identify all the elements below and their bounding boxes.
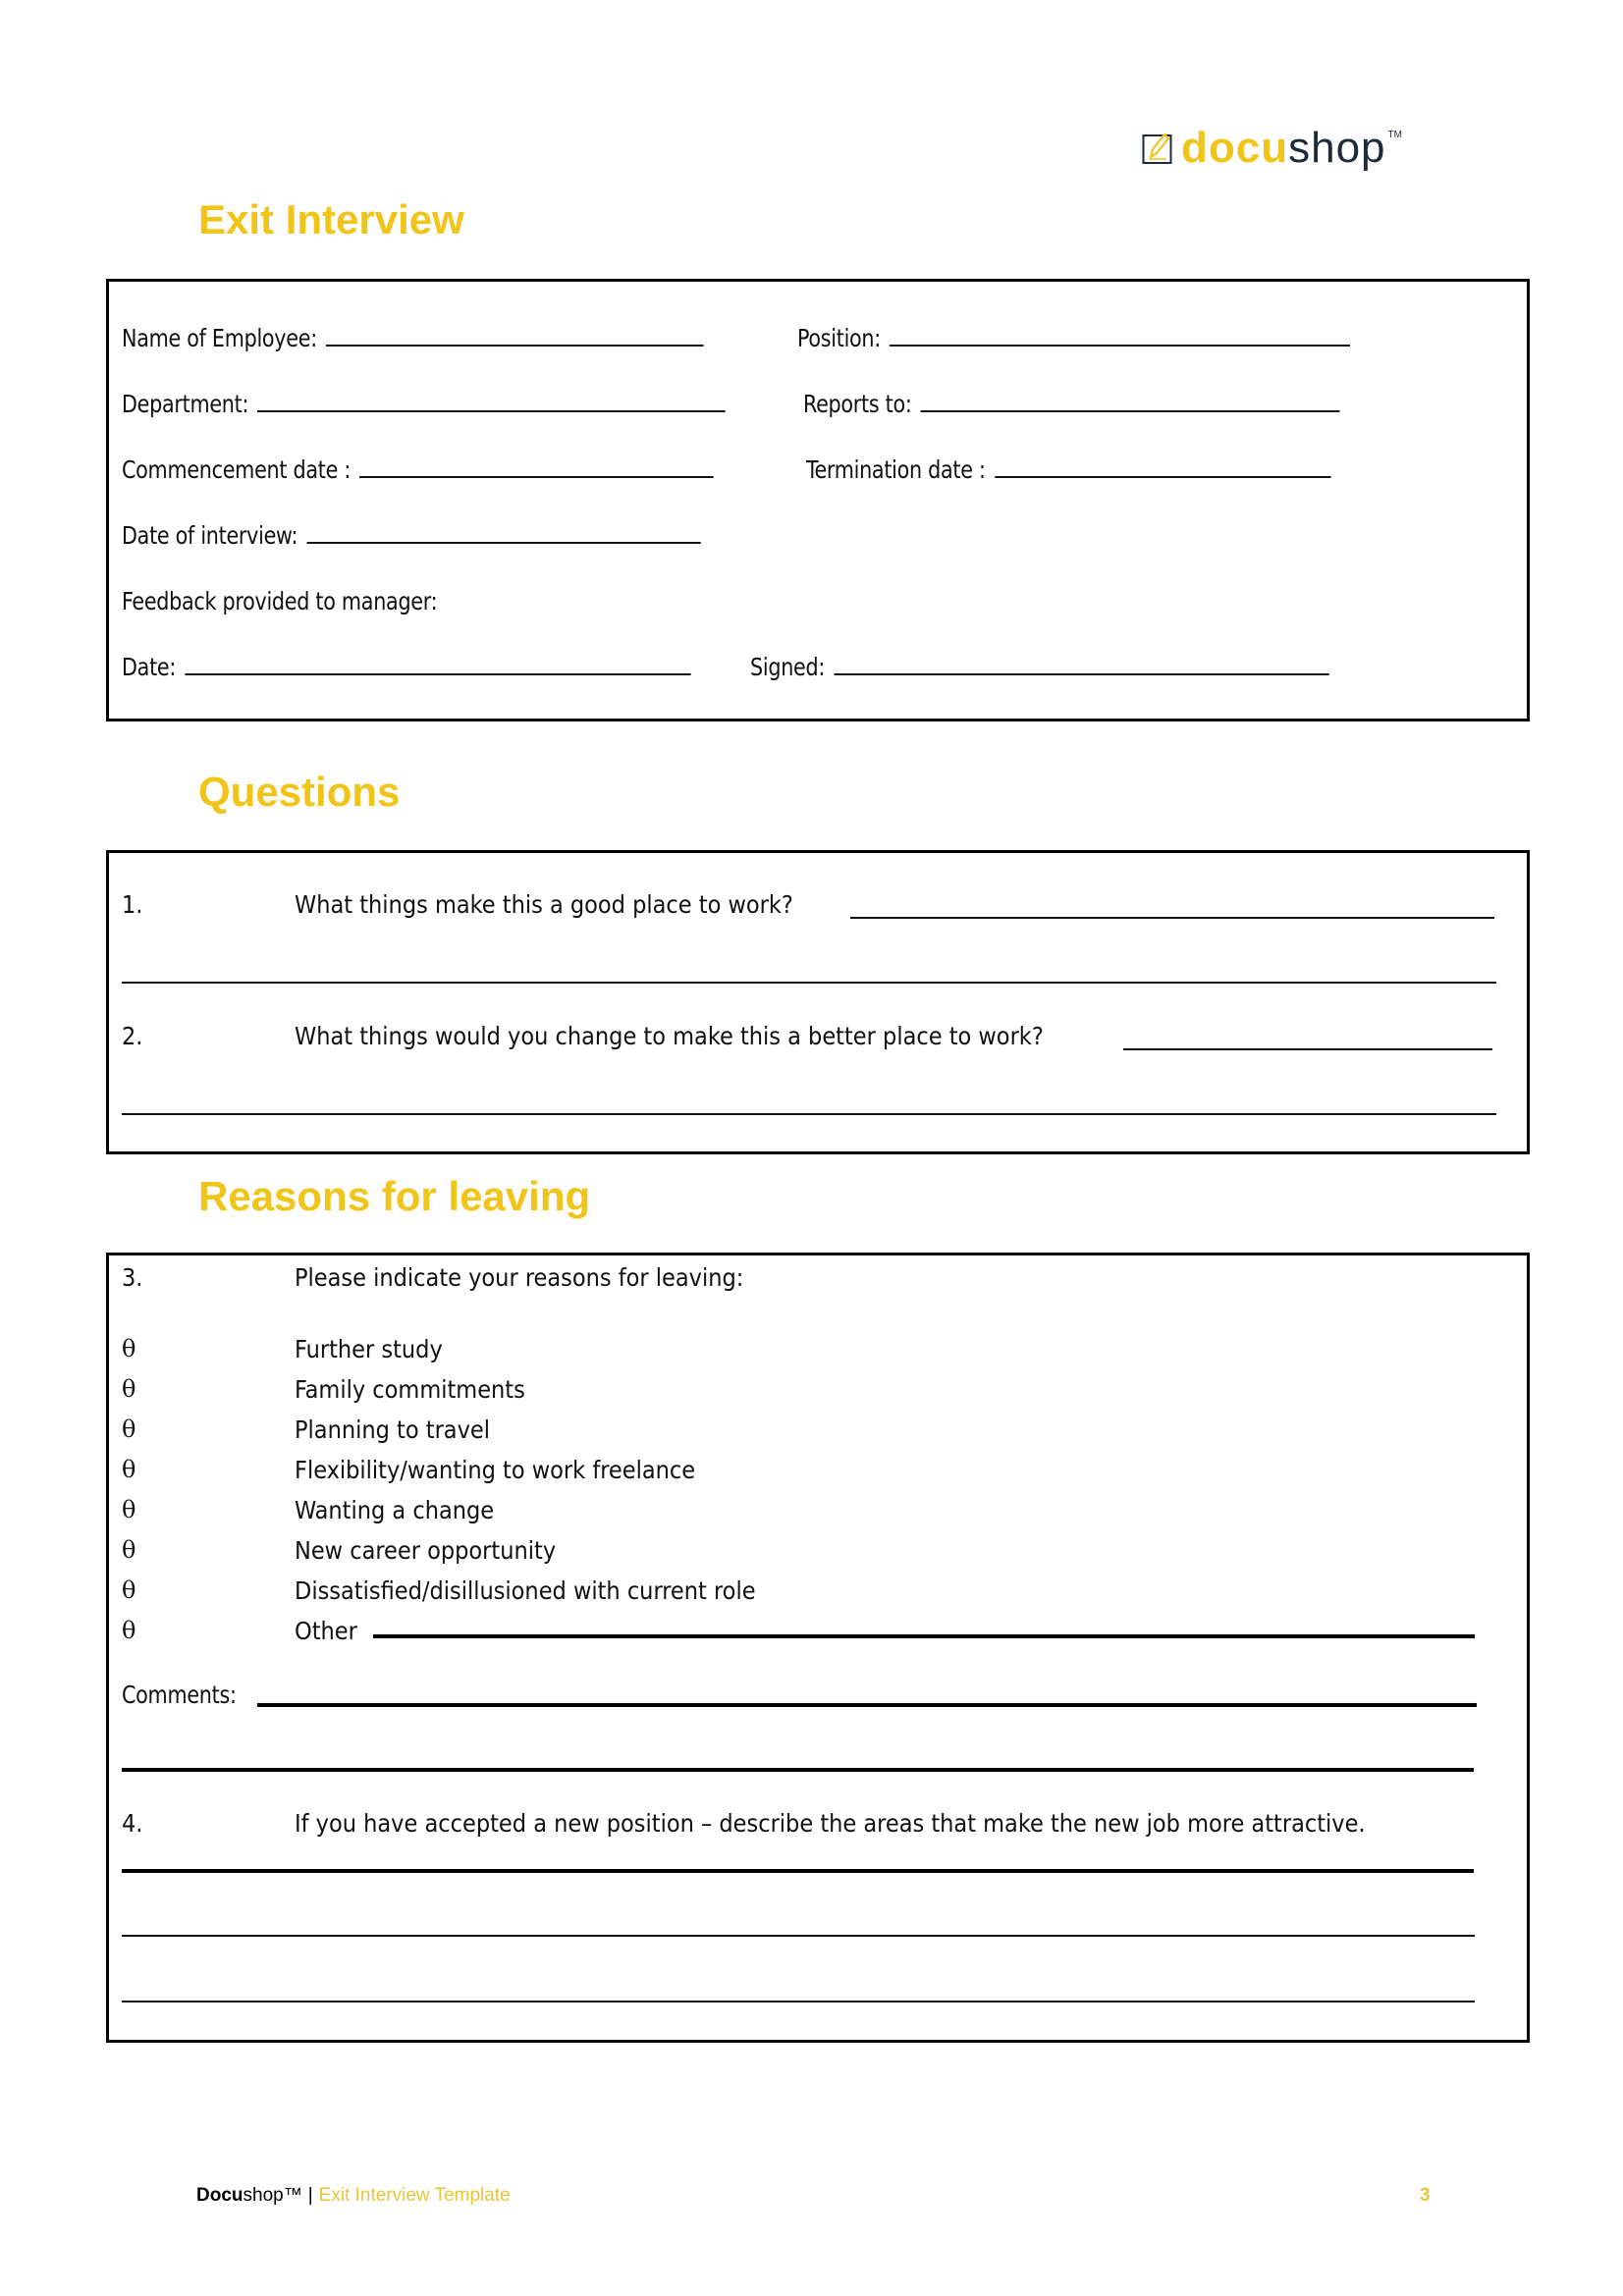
field-department[interactable] — [122, 390, 726, 418]
section-title-reasons-for-leaving: Reasons for leaving — [198, 1173, 591, 1219]
input-line[interactable] — [890, 344, 1350, 347]
checkbox-bullet-icon[interactable]: θ — [122, 1536, 136, 1564]
reason-option: Family commitments — [295, 1375, 525, 1404]
footer-doc-title: Exit Interview Template — [318, 2185, 511, 2206]
field-label: Commencement date : — [122, 455, 352, 484]
other-reason-line[interactable] — [373, 1634, 1475, 1638]
field-label: Signed: — [750, 653, 826, 681]
checkbox-bullet-icon[interactable]: θ — [122, 1456, 136, 1483]
input-line[interactable] — [306, 541, 700, 544]
question-2-answer-line[interactable] — [1123, 1048, 1492, 1050]
input-line[interactable] — [257, 409, 726, 412]
question-number: 4. — [122, 1809, 143, 1838]
checkbox-bullet-icon[interactable]: θ — [122, 1576, 136, 1604]
field-label: Name of Employee: — [122, 324, 317, 352]
question-4-answer-line-1[interactable] — [122, 1869, 1474, 1873]
field-commencement-date[interactable] — [122, 455, 714, 484]
comments-line-2[interactable] — [122, 1768, 1474, 1772]
question-4-answer-line-2[interactable] — [122, 1935, 1475, 1937]
question-number: 1. — [122, 890, 143, 919]
checkbox-bullet-icon[interactable]: θ — [122, 1375, 136, 1403]
checkbox-bullet-icon[interactable]: θ — [122, 1617, 136, 1644]
footer-separator: | — [307, 2185, 313, 2206]
footer-brand-bold: Docu — [196, 2185, 243, 2206]
field-feedback-provided — [122, 587, 437, 615]
comments-line-1[interactable] — [257, 1703, 1477, 1707]
question-number: 3. — [122, 1263, 143, 1292]
field-label: Position: — [797, 324, 881, 352]
question-1-answer-line-2[interactable] — [122, 982, 1496, 984]
field-date-of-interview[interactable] — [122, 521, 700, 550]
input-line[interactable] — [834, 672, 1328, 675]
field-position[interactable] — [797, 324, 1350, 352]
logo-trademark: TM — [1387, 130, 1402, 140]
footer-brand-rest: shop™ — [243, 2185, 302, 2206]
section-title-exit-interview: Exit Interview — [198, 196, 464, 242]
docushop-logo — [1142, 124, 1402, 173]
checkbox-bullet-icon[interactable]: θ — [122, 1335, 136, 1362]
question-1-text: What things make this a good place to work? — [295, 890, 793, 919]
field-termination-date[interactable] — [806, 455, 1330, 484]
input-line[interactable] — [185, 672, 690, 675]
question-4-answer-line-3[interactable] — [122, 2001, 1475, 2002]
section-title-questions: Questions — [198, 769, 401, 815]
input-line[interactable] — [326, 344, 704, 347]
input-line[interactable] — [359, 475, 714, 478]
reason-option: Wanting a change — [295, 1496, 495, 1524]
reason-option: New career opportunity — [295, 1536, 557, 1565]
pencil-note-icon — [1142, 131, 1173, 166]
reason-option: Other — [295, 1617, 357, 1645]
field-label: Reports to: — [803, 390, 912, 418]
page-number: 3 — [1420, 2185, 1431, 2206]
question-4-text: If you have accepted a new position – describe the areas that make the new job more attractive. — [295, 1809, 1366, 1838]
comments-label: Comments: — [122, 1681, 237, 1709]
input-line[interactable] — [921, 409, 1340, 412]
reason-option: Flexibility/wanting to work freelance — [295, 1456, 696, 1484]
reason-option: Planning to travel — [295, 1415, 490, 1444]
question-3-text: Please indicate your reasons for leaving: — [295, 1263, 744, 1292]
input-line[interactable] — [995, 475, 1330, 478]
reasons-box — [106, 1253, 1530, 2043]
logo-shop-text: shop — [1288, 124, 1386, 172]
question-2-answer-line-2[interactable] — [122, 1113, 1496, 1115]
reason-option: Further study — [295, 1335, 443, 1363]
field-label: Feedback provided to manager: — [122, 587, 438, 615]
field-date[interactable] — [122, 653, 690, 681]
field-label: Termination date : — [806, 455, 986, 484]
question-2-text: What things would you change to make this a better place to work? — [295, 1022, 1044, 1050]
reason-option: Dissatisfied/disillusioned with current role — [295, 1576, 756, 1605]
field-reports-to[interactable] — [803, 390, 1340, 418]
footer-left — [196, 2185, 511, 2207]
checkbox-bullet-icon[interactable]: θ — [122, 1496, 136, 1523]
field-signed[interactable] — [750, 653, 1328, 681]
logo-docu-text: docu — [1181, 124, 1289, 172]
field-label: Date: — [122, 653, 177, 681]
field-label: Date of interview: — [122, 521, 298, 550]
field-label: Department: — [122, 390, 249, 418]
field-name-of-employee[interactable] — [122, 324, 704, 352]
question-number: 2. — [122, 1022, 143, 1050]
checkbox-bullet-icon[interactable]: θ — [122, 1415, 136, 1443]
question-1-answer-line[interactable] — [850, 917, 1494, 919]
